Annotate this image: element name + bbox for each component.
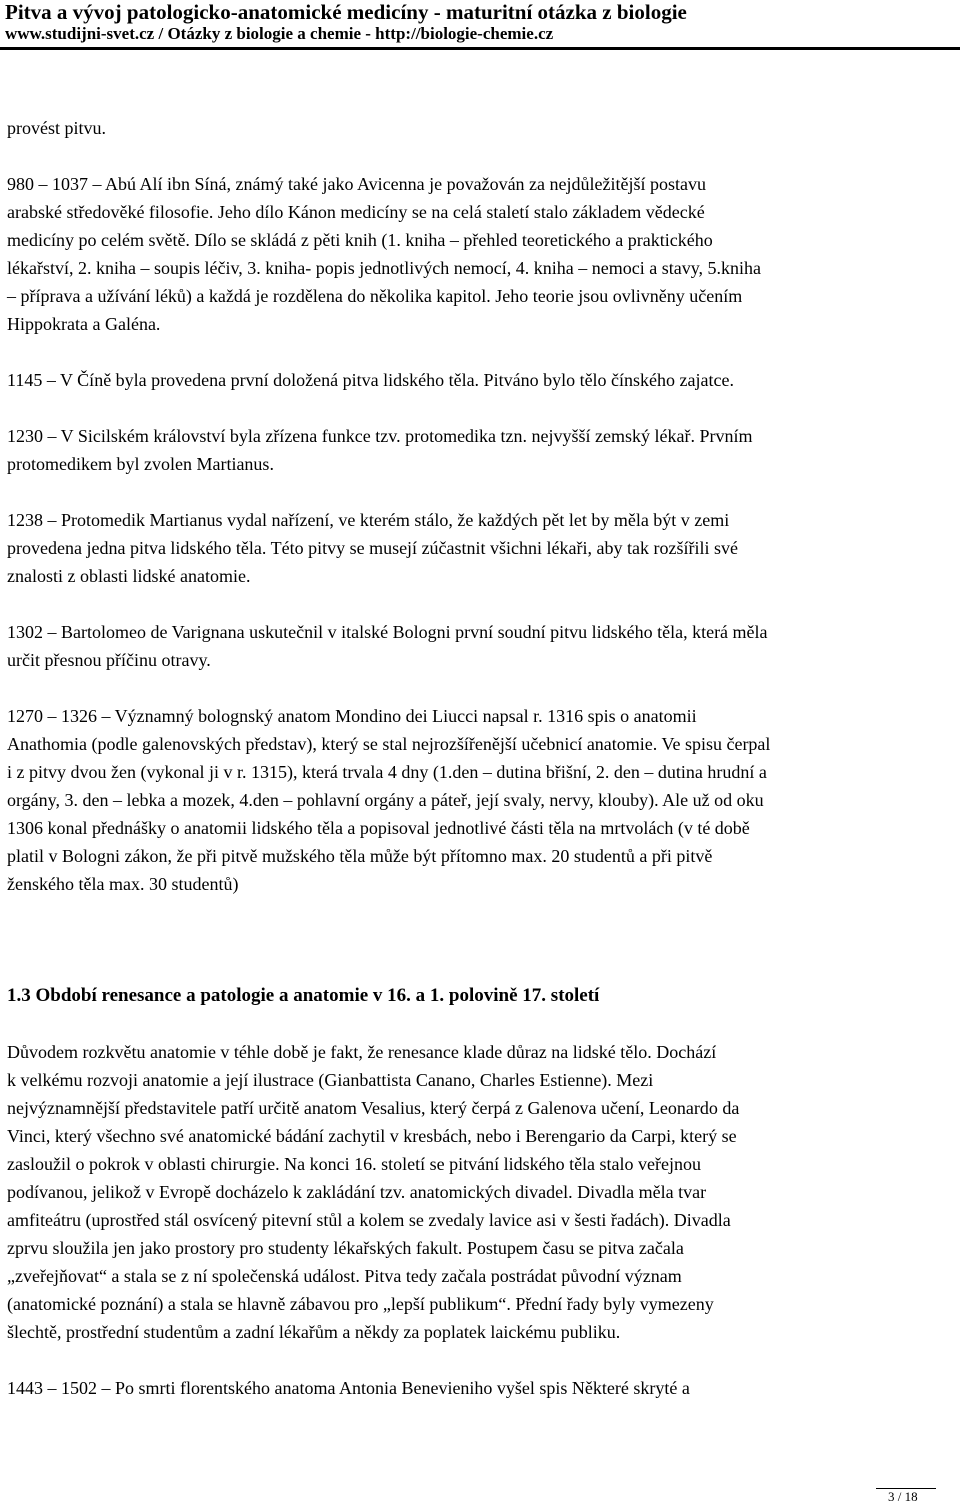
text-line: 1230 – V Sicilském království byla zřízena funkce tzv. protomedika tzn. nejvyšší zemský lékař. Prvním <box>7 426 753 446</box>
text-line: arabské středověké filosofie. Jeho dílo Kánon medicíny se na celá staletí stalo základem vědecké <box>7 202 705 222</box>
text-line: 1145 – V Číně byla provedena první doložená pitva lidského těla. Pitváno bylo tělo čínského zajatce. <box>7 370 734 390</box>
text-line: Vinci, který všechno své anatomické bádání zachytil v kresbách, nebo i Berengario da Carpi, který se <box>7 1126 737 1146</box>
source-url: www.studijni-svet.cz / Otázky z biologie a chemie - http://biologie-chemie.cz <box>5 24 554 43</box>
text-line: lékařství, 2. kniha – soupis léčiv, 3. kniha- popis jednotlivých nemocí, 4. kniha – nemoci a stavy, 5.kniha <box>7 258 762 278</box>
text-line: platil v Bologni zákon, že při pitvě mužského těla může být přítomno max. 20 studentů a při pitvě <box>7 846 713 866</box>
text-line: amfiteátru (uprostřed stál osvícený pitevní stůl a kolem se zvedaly lavice asi v šesti řadách). Divadla <box>7 1210 731 1230</box>
text-line: Důvodem rozkvětu anatomie v téhle době je fakt, že renesance klade důraz na lidské tělo. Dochází <box>7 1042 717 1062</box>
document-title: Pitva a vývoj patologicko-anatomické medicíny - maturitní otázka z biologie <box>5 0 687 24</box>
text-line: provést pitvu. <box>7 118 106 138</box>
text-line: šlechtě, prostřední studentům a zadní lékařům a někdy za poplatek laickému publiku. <box>7 1322 621 1342</box>
text-line: Hippokrata a Galéna. <box>7 314 161 334</box>
text-line: – příprava a užívání léků) a každá je rozdělena do několika kapitol. Jeho teorie jsou ovlivněny učením <box>7 286 743 306</box>
text-line: k velkému rozvoji anatomie a její ilustrace (Gianbattista Canano, Charles Estienne). Mezi <box>7 1070 654 1090</box>
text-line: 980 – 1037 – Abú Alí ibn Síná, známý také jako Avicenna je považován za nejdůležitější postavu <box>7 174 707 194</box>
text-line: 1270 – 1326 – Významný bolognský anatom Mondino dei Liucci napsal r. 1316 spis o anatomii <box>7 706 697 726</box>
header-divider <box>0 47 960 50</box>
text-line: (anatomické poznání) a stala se hlavně zábavou pro „lepší publikum“. Přední řady byly vymezeny <box>7 1294 714 1314</box>
text-line: protomedikem byl zvolen Martianus. <box>7 454 274 474</box>
text-line: 1302 – Bartolomeo de Varignana uskutečnil v italské Bologni první soudní pitvu lidského těla, která měla <box>7 622 768 642</box>
text-line: orgány, 3. den – lebka a mozek, 4.den – pohlavní orgány a páteř, její svaly, nervy, klouby). Ale už od oku <box>7 790 764 810</box>
text-line: podívanou, jelikož v Evropě docházelo k zakládání tzv. anatomických divadel. Divadla měla tvar <box>7 1182 707 1202</box>
page-number: 3 / 18 <box>888 1489 918 1504</box>
text-line: 1306 konal přednášky o anatomii lidského těla a popisoval jednotlivé části těla na mrtvolách (v té době <box>7 818 750 838</box>
text-line: zprvu sloužila jen jako prostory pro studenty lékařských fakult. Postupem času se pitva začala <box>7 1238 684 1258</box>
text-line: 1238 – Protomedik Martianus vydal nařízení, ve kterém stálo, že každých pět let by měla být v zemi <box>7 510 730 530</box>
text-line: i z pitvy dvou žen (vykonal ji v r. 1315), která trvala 4 dny (1.den – dutina břišní, 2. den – dutina hrudní a <box>7 762 767 782</box>
section-heading: 1.3 Období renesance a patologie a anatomie v 16. a 1. polovině 17. století <box>7 985 600 1006</box>
text-line: medicíny po celém světě. Dílo se skládá z pěti knih (1. kniha – přehled teoretického a praktického <box>7 230 713 250</box>
text-line: 1443 – 1502 – Po smrti florentského anatoma Antonia Benevieniho vyšel spis Některé skryté a <box>7 1378 690 1398</box>
text-line: znalosti z oblasti lidské anatomie. <box>7 566 251 586</box>
text-line: provedena jedna pitva lidského těla. Této pitvy se musejí zúčastnit všichni lékaři, aby tak rozšířili své <box>7 538 738 558</box>
text-line: ženského těla max. 30 studentů) <box>7 874 239 894</box>
text-line: zasloužil o pokrok v oblasti chirurgie. Na konci 16. století se pitvání lidského těla stalo veřejnou <box>7 1154 702 1174</box>
text-line: určit přesnou příčinu otravy. <box>7 650 211 670</box>
text-line: „zveřejňovat“ a stala se z ní společenská událost. Pitva tedy začala postrádat původní význam <box>7 1266 682 1286</box>
text-line: nejvýznamnější představitele patří určitě anatom Vesalius, který čerpá z Galenova učení, Leonardo da <box>7 1098 740 1118</box>
text-line: Anathomia (podle galenovských představ), který se stal nejrozšířenější učebnicí anatomie. Ve spisu čerpal <box>7 734 771 754</box>
